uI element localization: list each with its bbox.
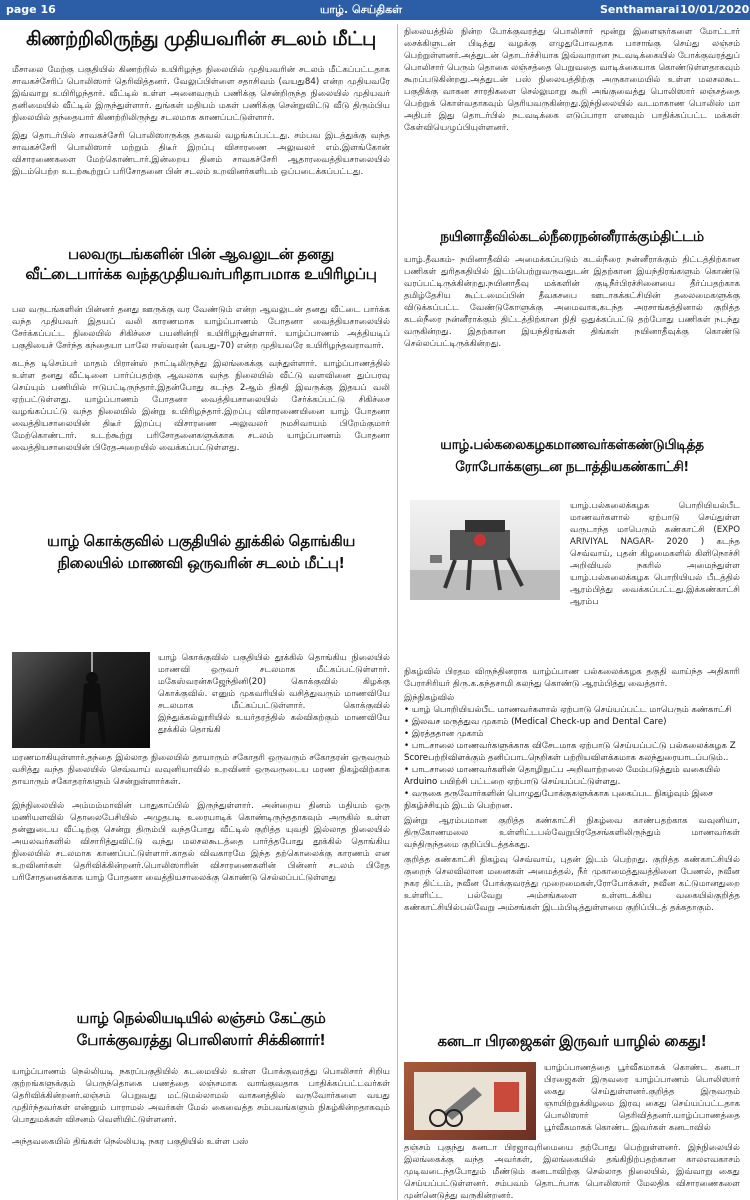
article-3-body	[12, 752, 390, 884]
article-4-title-line1: யாழ் நெல்லியடியில் லஞ்சம் கேட்கும்	[76, 1009, 326, 1027]
article-4-p2: அந்தவகையில் திங்கள் நெல்லியடி நகர பகுதியில் உள்ள பஸ்	[12, 1137, 249, 1147]
article-6-p3: குறித்த கண்காட்சி நிகழ்வு செவ்வாய், புதன் இடம் பெற்றது. குறித்த கண்காட்சியில் குறைந் செலவிலான மனைகள் அமைத்தல், நீர் முகாமைத்துவத்தினை பேணல், நவீன நகர திட்டம், நவீன போக்குவரத்து முறைமைகள்,ரோபோக்கள், நவீன கட்டுமானதுறை உள்ளிட்ட பல்வேறு அம்சங்களை உள்ளடக்கிய வகையில்குறித்த கண்காட்சியில்பல்வேறு அம்சங்கள் இடம்பிடித்துள்ளமை குறிப்பிடத் தக்கதாகும்.	[404, 855, 740, 913]
article-1-body	[12, 64, 390, 178]
newspaper-name: Senthamarai	[600, 3, 680, 16]
issue-date: 10/01/2020	[680, 3, 750, 16]
article-3-p2: இந்நிலையில் அம்மம்மாவின் பாதுகாப்பில் இருந்துள்ளார். அன்றைய தினம் மதியம் ஒரு மணியளவில் தொலைபேசியில் அழுதபடி உரையாடிக் கொண்டிருந்ததாகவும் அருகில் உள்ள தன்னுடைய வீட்டிற்கு சென்று திரும்பி வந்தபோது வீட்டில் குறித்த யுவதி இல்லாத நிலையில் அயலவர்களில் விசாரித்துவிட்டு வந்து மலசலகூடத்தை பார்த்தபோது தூக்கில் தொங்கிய நிலையில் சடலமாக காணப்பட்டுள்ளார்.காதல் விவகாரமே இந்த தற்கொலைக்கு காரணம் என உறவினர்கள் தெரிவிக்கின்றனர்.பொலிஸாரின் விசாரணைகளின் பின்னர் சடலம் பிரேத பரிசோதனைக்காக யாழ் போதனா வைத்தியசாலைக்கு கொண்டு செல்லப்பட்டுள்ளது	[12, 801, 390, 883]
article-1-p1: மீசாலை மேற்கு பகுதியில் கிணற்றில் உயிரிழந்த நிலையில் முதியவரின் சடலம் மீட்கப்பட்டதாக சாவகச்சேரிப் பொலிஸார் தெரிவித்தனர். வேலுப்பிள்ளை சதாசிவம் (வயது84) என்ற முதியவரே இவ்வாறு உயிரிழந்தார். வீட்டில் உள்ள அனைவரும் பணிக்கு சென்றிருந்த நிலையில் முதியவர் தனிமையில் வீட்டில் இருந்துள்ளார். துங்கள் மதியம் மகள் பணிக்கு சென்றுவிட்டு வீடு திரும்பிய நிலையில் தந்தையார் கிணற்றிலிருந்து சடலமாக காணப்பட்டுள்ளார்.	[12, 65, 390, 123]
article-6-body	[404, 666, 740, 914]
article-4-body	[12, 1066, 390, 1148]
page-number: page 16	[6, 3, 56, 16]
article-4-p1: யாழ்ப்பாணம் நெல்லியடி நகரப்பகுதியில் கடமையில் உள்ள போக்குவரத்து பொலிசார் சிறிய குற்றங்களுக்கும் பெருந்தொகை பணத்தை லஞ்சமாக வாங்குவதாக பாதிக்கப்பட்டவர்கள் தெரிவிக்கின்றனர்.லஞ்சம் பெறுவது மட்டுமல்லாமல் வாகனத்தில் வருவோர்களை வயது முதிர்ந்தவர்கள் என்னும் பாராமல் அவர்கள் மேல் கைவைத்த சம்பவங்களும் நிகழ்கின்றதாகவும் பொதுமக்கள் விசனம் வெளியிட்டுள்ளனர்.	[12, 1067, 390, 1125]
article-2-title-line2: வீட்டைபார்க்க வந்தமுதியவர்பரிதாபமாக உயிரிழப்பு	[25, 265, 377, 283]
robot-exhibit-photo	[410, 500, 560, 600]
article-6-p2: இன்று ஆரம்பமான குறித்த கண்காட்சி நிகழ்வை காண்பதற்காக வவுனியா, திருகோணமலை உள்ளிட்டபல்வேறுபிரதேசங்களிலிருந்தும் மாணவர்கள் வந்திருந்தமை குறிப்பிடத்தக்கது.	[404, 816, 740, 850]
article-6-list-head: இந்நிகழ்வில்	[404, 693, 455, 703]
article-6-title	[404, 434, 740, 478]
section-title: யாழ். செய்திகள்	[320, 3, 403, 16]
article-5-p1: யாழ்.தீவகம்- நயினாதீவில் அமைக்கப்படும் கடல்நீரை நன்னீராக்கும் திட்டத்திற்கான பணிகள் துரிதகதியில் இடம்பெற்றுவருவதுடன் இதற்கான இயந்திரங்களும் கொண்டு வரப்பட்டிருக்கின்றது.நயினாதீவு மக்களின் குடிநீர்பிரச்சினையை தீர்ப்பதற்காக தமிழ்தேசிய கூட்டமைப்பின் தீவகசபை ஊடாகக்கட்சியின் தலைமைகளுக்கு விடுக்கப்பட்ட வேண்டுகோளுக்கு அமைவாக,கடந்த அரசாங்கத்தினால் குறித்த கடல்நீரை நன்னீராக்கும் திட்டத்திற்கான நிதி ஒதுக்கப்பட்டு தற்போது பணிகள் நடந்து வருகின்றது. இதற்கான இயந்திரங்கள் திங்கள் நயினாதீவுக்கு கொண்டு செல்லப்பட்டிருக்கின்றது.	[404, 255, 740, 349]
list-item: • இலவச மருத்துவ முகாம் (Medical Check-up and Dental Care)	[404, 716, 740, 728]
left-column	[12, 22, 390, 1200]
article-3-title-line1: யாழ் கொக்குவில் பகுதியில் தூக்கில் தொங்கிய	[46, 532, 356, 550]
article-2-title-line1: பலவருடங்களின் பின் ஆவலுடன் தனது	[68, 245, 334, 263]
list-item: • பாடசாலை மாணவர்களின் தொழிநுட்ப அறிவாற்றலை மேம்படுத்தும் வகையில் Arduino பயிற்சி பட்டறை ஏற்பாடு செய்யப்பட்டுள்ளது.	[404, 764, 740, 788]
right-column	[404, 22, 740, 1200]
arrest-cartoon-image	[404, 1062, 536, 1140]
article-1-p2: இது தொடர்பில் சாவகச்சேரி பொலிஸாருக்கு தகவல் வழங்கப்பட்டது. சம்பவ இடத்துக்கு வந்த சாவகச்சேரி பொலிஸார் மற்றும் திடீர் இறப்பு விசாரணை அலுவலர் எம்.இளங்கோன் விசாரணைகளை மேற்கொண்டார்.இன்றைய தினம் சாவகச்சேரி ஆதாரவைத்தியசாலையில் இடம்பெற்ற உடற்கூற்றுப் பரிசோதனை பின் சடலம் உறவினர்களிடம் ஒப்படைக்கப்பட்டது.	[12, 131, 390, 177]
article-6-title-line2: ரோபோக்களுடன நடாத்தியகண்காட்சி!	[455, 459, 689, 475]
article-4-cont-text: நிலையத்தில் நின்ற போக்குவரத்து பொலிசார் மூன்று இளைஞர்களை மோட்டார் சைக்கிளுடன் பிடித்து வழக்கு எழுதுபோவதாக பாசாங்கு செய்து லஞ்சம் பெற்றுள்ளனர்.அத்துடன் தொடர்ச்சியாக இவ்வாறான நடவடிக்கையில் போக்குவரத்துப் பொலிசார் பெரும் தொகை லஞ்சத்தை பெறுவதை வாடிக்கையாக கொண்டுள்ளதாகவும் கூறப்படுகின்றது.அத்துடன் பஸ் நிலையத்திற்கு அருகாமையில் உள்ள மலசலகூட பகுதிக்கு வாகன சாரதிகளை செல்லுமாறு கூறி அங்குவைத்து பொலிஸார் லஞ்சத்தை பெற்றுக் கொள்வதாகவும் தெரியவருகின்றது.இந்நிலையில் வடமாகாண பொலிஸ் மா அதிபர் இது தொடர்பில் நடவடிக்கை எடுப்பாரா எனவும் பாதிக்கப்பட்ட மக்கள் கேள்வியெழுப்பியுள்ளனர்.	[404, 27, 740, 133]
article-2-body	[12, 304, 390, 454]
article-6-p1: நிகழ்வில் பிரதம விருந்தினராக யாழ்ப்பாண பல்கலைக்கழக தகுதி வாய்ந்த அதிகாரி பேராசிரியர் திரு.க.கந்தசாமி கலந்து கொண்டு ஆரம்பித்து வைத்தார்.	[404, 667, 740, 689]
article-2-title	[12, 244, 390, 284]
article-4-title	[12, 1007, 390, 1051]
article-5-body	[404, 254, 740, 350]
article-3-p1: மரணமாகியுள்ளார்.தந்தை இல்லாத நிலையில் தாயாரும் சகோதரி ஒருவரும் சகோதரன் ஒருவரும் வசித்து வந்த நிலையில் செவ்வாய் வவுனியாவில் உறவினர் ஒருவருடைய மரண நிகழ்விற்காக தாயாரும் சகோதரர்களும் சென்றுள்ளார்கள்.	[12, 753, 390, 787]
article-3-side-text: யாழ் கொக்குவில் பகுதியில் தூக்கில் தொங்கிய நிலையில் மாணவி ஒருவர் சடலமாக மீட்கப்பட்டுள்ளார். மகேஸ்வரன்சுஜேந்தினி(20) கொக்குவில் கிழக்கு கொக்குவில். எனும் முகவரியில் வசித்துவரும் மாணவியே சடலமாக மீட்கப்பட்டுள்ளார். கொக்குவில் இந்துக்கல்லூரியில் உயர்தரத்தில் கல்விகற்கும் மாணவியே தூக்கில் தொங்கி	[158, 653, 390, 735]
list-item: • யாழ் பொறியியல்பீட மாணவர்களால் ஏற்பாடு செய்யப்பட்ட மாபெரும் கண்காட்சி	[404, 704, 740, 716]
column-divider	[397, 24, 398, 1200]
hanging-photo	[12, 652, 150, 748]
article-7-title: கனடா பிரஜைகள் இருவர் யாழில் கைது!	[437, 1032, 707, 1050]
article-3-title	[12, 530, 390, 574]
article-7-body	[404, 1142, 740, 1200]
article-7-side	[544, 1062, 740, 1134]
article-2-p1: பல வருடங்களின் பின்னர் தனது ஊருக்கு வர வேண்டும் என்ற ஆவலுடன் தனது வீட்டை பார்க்க வந்த முதியவர் இதயப் வலி காரணமாக யாழ்ப்பாணம் போதனா வைத்தியசாலையில் சேர்க்கப்பட்ட நிலையில் சிகிச்சை பயனின்றி உயிரிழந்துள்ளார். யாழ்ப்பாணம் அத்தியடிப் பகுதியைச் சேர்ந்த கந்தையா பாலே ஈஸ்வரன் (வயது-70) என்ற முதியவரே உயிரிழந்தவராவார்.	[12, 305, 390, 351]
article-4-title-line2: போக்குவரத்து பொலிஸார் சிக்கினார்!	[76, 1031, 326, 1049]
article-6-title-line1: யாழ்.பல்கலைகழகமாணவர்கள்கண்டுபிடித்த	[440, 437, 704, 453]
article-6-side	[570, 500, 740, 608]
article-7-side-text: யாழ்ப்பாணத்தை பூர்வீகமாகக் கொண்ட கனடா பிரஜைகள் இருவரை யாழ்ப்பாணம் பொலிஸார் கைது செய்துள்ளனர்.குறித்த இருவரும் ஞாயிற்றுக்கிழமை இரவு கைது செய்யப்பட்டதாக பொலிஸார் தெரிவித்தனர்.யாழ்ப்பாணத்தை பூர்வீகமாகக் கொண்ட இவர்கள் கனடாவில்	[544, 1063, 740, 1133]
list-item: • இரத்ததான முகாம்	[404, 728, 740, 740]
page-header	[0, 0, 750, 20]
list-item: • வருகை தருவோர்களின் பொழுதுபோக்குகளுக்காக புகைப்பட நிகழ்வும் இசை நிகழ்ச்சியும் இடம் பெற்றன.	[404, 788, 740, 812]
article-7-p1: தஞ்சம் புகுந்து கனடா பிரஜாவுரிமையை தற்போது பெற்றுள்ளனர். இந்நிலையில் இலங்கைக்கு வந்த அவர்கள், இலங்கையில் தங்கிநிற்பதற்கான காலஎவகாசம் முடிவடைந்தபோதும் மீண்டும் கனடாவிற்கு செல்லாத நிலையில், இவ்வாறு கைது செய்யப்பட்டுள்ளனர். சம்பவம் தொடர்பாக பொலிஸார் மேலதிக விசாரணைகளை முன்னெடுத்து வருகின்றனர்.	[404, 1143, 740, 1200]
article-6-side-text: யாழ்.பல்கலைக்கழக பொறியியல்பீட மாணவர்களால் ஏற்பாடு செய்துள்ள வருடாந்த மாபெரும் கண்காட்சி (EXPO ARIVIYAL NAGAR- 2020 ) கடந்த செவ்வாய், புதன் கிழமைகளில் கிளிநொச்சி அறிவியல் நகரில் அமைந்துள்ள யாழ்.பல்கலைக்கழக பொறியியல் பீடத்தில் ஆரம்பித்து வைக்கப்பட்டது.இக்கண்காட்சி ஆரம்ப	[570, 501, 740, 607]
article-5-title: நயினாதீவில்கடல்நீரைநன்னீராக்கும்திட்டம்	[440, 229, 704, 245]
article-3-title-line2: நிலையில் மாணவி ஒருவரின் சடலம் மீட்பு!	[57, 554, 345, 572]
article-1-title: கிணற்றிலிருந்து முதியவரின் சடலம் மீட்பு	[26, 28, 376, 50]
article-3-side	[158, 652, 390, 736]
article-2-p2: கடந்த டிசெம்பர் மாதம் பிரான்ஸ் நாட்டிலிருந்து இலங்கைக்கு வந்துள்ளார். யாழ்ப்பாணத்தில் உள்ள தனது வீட்டினை பார்ப்பதற்கு ஆவலாக வந்த நிலையில் வீட்டு வளவினை துப்பரவு செய்யும் பணியில் ஈடுபட்டிருந்தார்.இதன்போது கடந்த 2ஆம் திகதி இவருக்கு இதயப் வலி ஏற்பட்டுள்ளது. யாழ்ப்பாணம் போதனா வைத்தியசாலையில் சேர்க்கப்பட்டு சிகிச்சை வழங்கப்பட்டு வந்த நிலையில் இன்று உயிரிழந்தார்.இறப்பு விசாரணையினை யாழ் போதனா வைத்தியசாலையின் திடீர் இறப்பு விசாரணை அலுவலர் நமசிவாயம் பிறேம்குமார் மேற்கொண்டார். உடற்கூற்று பரிசோதனைகளுக்காக சடலம் யாழ்ப்பாணம் போதனா வைத்தியசாலையின் பிரேதஅறையில் வைக்கப்பட்டுள்ளது.	[12, 359, 390, 453]
article-6-list	[404, 704, 740, 812]
article-4-continued	[404, 26, 740, 134]
list-item: • பாடசாலை மாணவர்களுக்காக விசேடமாக ஏற்பாடு செய்யப்பட்டு பல்கலைக்கழக Z Scoreபற்றிவிளக்கும் தனிப்பாடநெறிகள் பற்றியவிளக்கமாக கலந்துரையாடப்படும்..	[404, 740, 740, 764]
